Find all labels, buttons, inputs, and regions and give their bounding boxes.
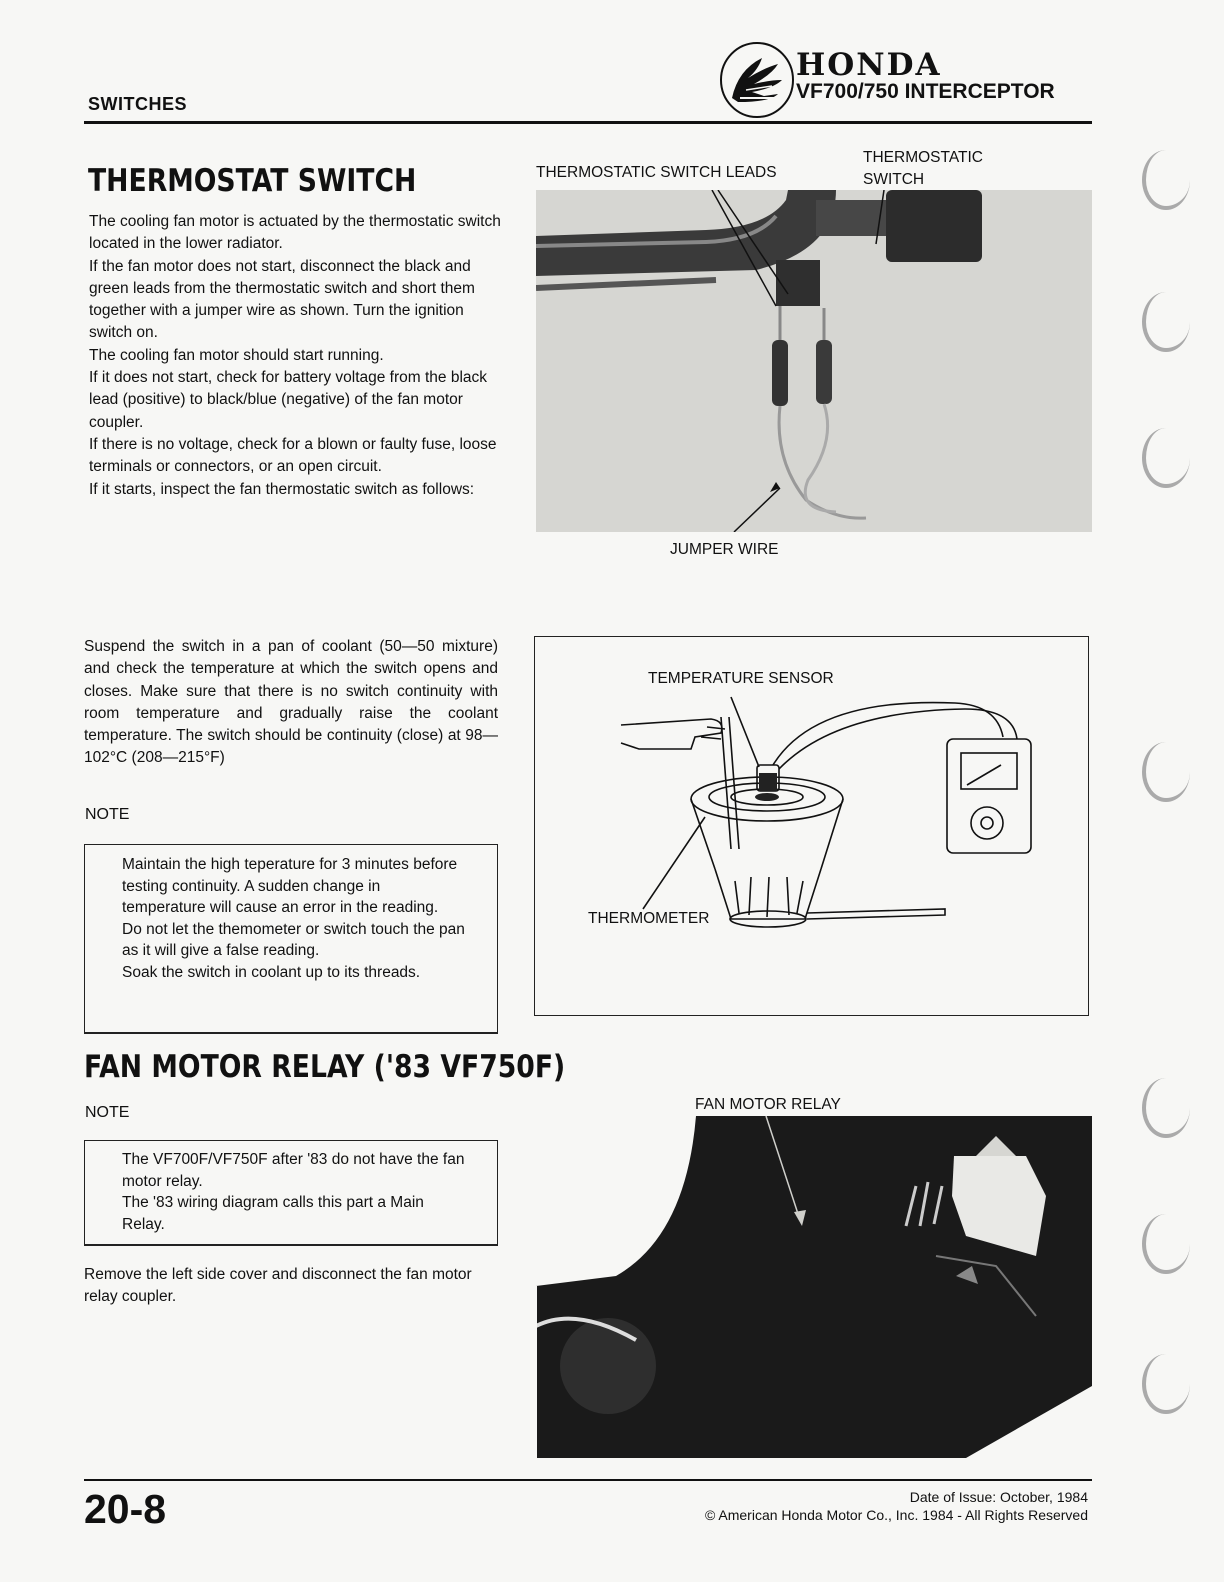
- thermostat-test-diagram: [534, 636, 1089, 1016]
- fan-relay-instruction: Remove the left side cover and disconnect the fan motor relay coupler.: [84, 1266, 472, 1306]
- note-line: Maintain the high teperature for 3 minutes before testing continuity. A sudden change in temperature will cause an error in the reading.: [122, 856, 458, 917]
- switch-test-text: Suspend the switch in a pan of coolant (50—50 mixture) and check the temperature at which the switch opens and closes. Make sure that there is no switch continuity with room temperature and gradually raise the coolant temperature. The switch should be continuity (close) at 98—102°C (208—215°F): [84, 638, 498, 767]
- page-number: 20-8: [84, 1486, 167, 1532]
- brand-name: HONDA: [796, 47, 942, 83]
- binder-hole-mark: [1142, 1354, 1190, 1414]
- fan-relay-note-box: [84, 1140, 498, 1246]
- intro-paragraph: If it does not start, check for battery voltage from the black lead (positive) to black/blue (negative) of the fan motor coupler.: [89, 369, 488, 431]
- issue-info: [705, 1488, 1088, 1524]
- thermostat-note-box: [84, 844, 498, 1034]
- binder-hole-mark: [1142, 1214, 1190, 1274]
- binder-hole-mark: [1142, 428, 1190, 488]
- label-temperature-sensor: TEMPERATURE SENSOR: [648, 670, 834, 687]
- label-jumper-wire: JUMPER WIRE: [670, 541, 779, 558]
- note-line: The '83 wiring diagram calls this part a Main Relay.: [122, 1194, 424, 1233]
- thermostat-switch-heading: THERMOSTAT SWITCH: [88, 163, 417, 199]
- fan-relay-heading: FAN MOTOR RELAY ('83 VF750F): [84, 1049, 566, 1085]
- intro-paragraph: If the fan motor does not start, disconnect the black and green leads from the thermostatic switch and short them together with a jumper wire as shown. Turn the ignition switch on.: [89, 257, 475, 342]
- footer-divider: [84, 1479, 1092, 1481]
- honda-wing-logo-icon: [718, 40, 796, 120]
- thermostat-intro: [89, 211, 503, 501]
- binder-hole-mark: [1142, 742, 1190, 802]
- note-label: NOTE: [85, 1104, 130, 1121]
- binder-hole-mark: [1142, 1078, 1190, 1138]
- intro-paragraph: If it starts, inspect the fan thermostatic switch as follows:: [89, 480, 475, 498]
- copyright: © American Honda Motor Co., Inc. 1984 - All Rights Reserved: [704, 1507, 1088, 1523]
- label-thermostatic-switch: THERMOSTATIC SWITCH: [863, 149, 983, 188]
- binder-hole-mark: [1142, 150, 1190, 210]
- note-line: Soak the switch in coolant up to its threads.: [122, 963, 421, 981]
- jumper-wire-photo: [536, 190, 1092, 532]
- note-line: Do not let the themometer or switch touch the pan as it will give a false reading.: [122, 920, 465, 960]
- issue-date: Date of Issue: October, 1984: [909, 1489, 1088, 1505]
- binder-hole-mark: [1142, 292, 1190, 352]
- section-label: SWITCHES: [88, 94, 188, 114]
- note-label: NOTE: [85, 806, 130, 823]
- label-fan-motor-relay: FAN MOTOR RELAY: [695, 1096, 841, 1113]
- header-divider: [84, 121, 1092, 124]
- note-line: The VF700F/VF750F after '83 do not have the fan motor relay.: [122, 1151, 465, 1190]
- intro-paragraph: The cooling fan motor should start running.: [89, 346, 384, 364]
- label-switch-leads: THERMOSTATIC SWITCH LEADS: [536, 164, 777, 181]
- intro-paragraph: If there is no voltage, check for a blown or faulty fuse, loose terminals or connectors, or an open circuit.: [89, 435, 497, 476]
- model-name: VF700/750 INTERCEPTOR: [796, 80, 1055, 103]
- thermostat-test-drawing: [535, 637, 1087, 1013]
- label-thermometer: THERMOMETER: [588, 910, 710, 927]
- intro-paragraph: The cooling fan motor is actuated by the thermostatic switch located in the lower radiator.: [89, 213, 501, 253]
- fan-motor-relay-photo: [536, 1116, 1092, 1458]
